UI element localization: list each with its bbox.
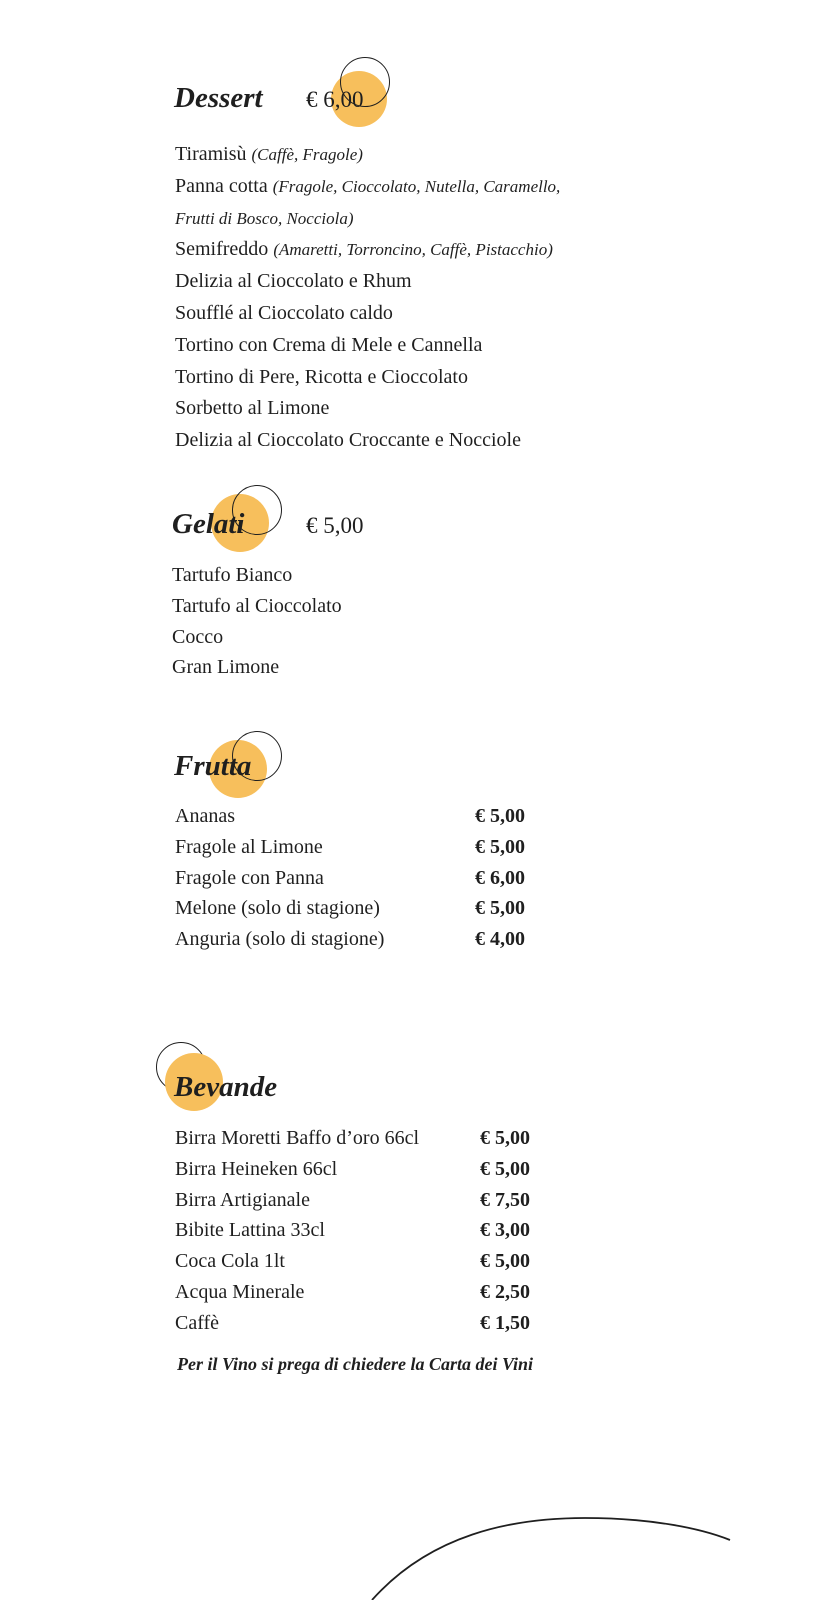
list-item: Panna cotta (Fragole, Cioccolato, Nutella, Caramello, <box>175 174 561 197</box>
bevande-title: Bevande <box>174 1071 278 1103</box>
list-item: Tartufo Bianco <box>172 564 293 586</box>
list-item: Tiramisù (Caffè, Fragole) <box>175 143 363 165</box>
wine-footnote: Per il Vino si prega di chiedere la Carta dei Vini <box>177 1354 534 1374</box>
list-item: Bibite Lattina 33cl € 3,00 <box>175 1219 530 1242</box>
list-item: Melone (solo di stagione) € 5,00 <box>175 897 525 920</box>
list-item: Cocco <box>172 625 224 648</box>
list-item: Tortino di Pere, Ricotta e Cioccolato <box>175 365 468 388</box>
list-item: Semifreddo (Amaretti, Torroncino, Caffè, Pistacchio) <box>175 238 553 261</box>
list-item: Coca Cola 1lt € 5,00 <box>175 1250 530 1273</box>
list-item: Fragole al Limone € 5,00 <box>175 835 525 858</box>
list-item: Tortino con Crema di Mele e Cannella <box>175 333 483 356</box>
list-item: Fragole con Panna € 6,00 <box>175 866 525 889</box>
list-item: Tartufo al Cioccolato <box>172 594 342 617</box>
list-item: Birra Artigianale € 7,50 <box>175 1188 530 1211</box>
dessert-title: Dessert <box>174 82 263 114</box>
list-item: Delizia al Cioccolato Croccante e Nocciole <box>175 429 521 452</box>
list-item: Birra Moretti Baffo d’oro 66cl € 5,00 <box>175 1127 530 1149</box>
list-item: Soufflé al Cioccolato caldo <box>175 301 393 324</box>
list-item: Anguria (solo di stagione) € 4,00 <box>175 928 525 951</box>
list-item: Sorbetto al Limone <box>175 397 330 420</box>
list-item: Frutti di Bosco, Nocciola) <box>175 208 354 228</box>
gelati-title: Gelati <box>172 508 245 540</box>
list-item: Delizia al Cioccolato e Rhum <box>175 270 412 293</box>
list-item: Caffè € 1,50 <box>175 1311 530 1334</box>
gelati-price: € 5,00 <box>306 513 364 538</box>
frutta-title: Frutta <box>174 750 252 782</box>
list-item: Gran Limone <box>172 656 280 679</box>
list-item: Acqua Minerale € 2,50 <box>175 1280 530 1303</box>
list-item: Ananas € 5,00 <box>175 805 525 827</box>
list-item: Birra Heineken 66cl € 5,00 <box>175 1157 530 1180</box>
dessert-price: € 6,00 <box>306 87 364 112</box>
